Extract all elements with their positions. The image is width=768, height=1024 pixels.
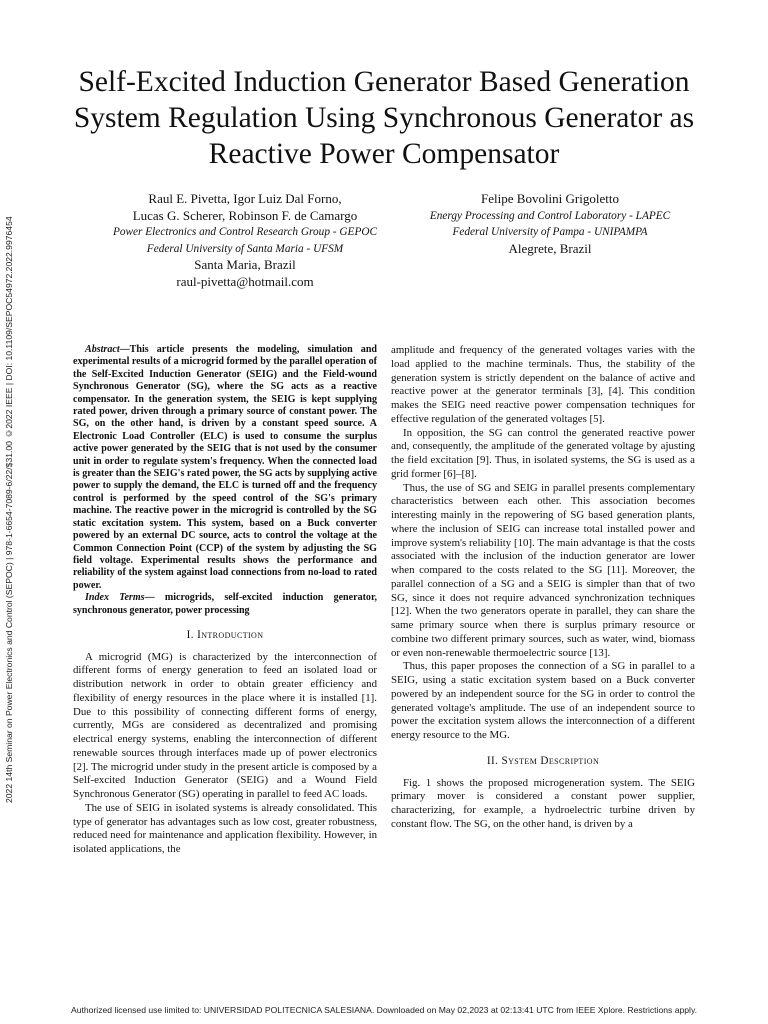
body-paragraph: Thus, this paper proposes the connection of a SG in parallel to a SEIG, using a static excitation system based on a Buck converter powered by an independent source for the SG in order to control the generated voltage's amplitude. The use of an independent source to power the excitation system allows the interconnection of a different energy resource to the MG.: [391, 660, 695, 741]
right-column: [391, 344, 695, 832]
author-affiliation: Energy Processing and Control Laboratory - LAPEC: [429, 209, 671, 222]
author-names: Raul E. Pivetta, Igor Luiz Dal Forno,: [148, 191, 342, 206]
author-location: Santa Maria, Brazil: [194, 257, 296, 272]
author-names: Felipe Bovolini Grigoletto: [481, 191, 619, 206]
body-paragraph: Thus, the use of SG and SEIG in parallel presents complementary characteristics between each other. This association becomes interesting mainly in the repowering of SG based generation plants, where the inclusion of SEIG can increase total installed power and improve system's reliability [10]. The main advantage is that the costs associated with the inclusion of the induction generator are lower when compared to the costs related to the SG [11]. Moreover, the parallel connection of a SG and a SEIG is simpler than that of two SG, since it does not require advanced synchronization techniques [12]. When the two generators operate in parallel, they can share the same primary source when there is surplus primary resource or combine two different primary sources, such as water, wind, biomass or even non-renewable thermoelectric source [13].: [391, 481, 695, 659]
author-email: raul-pivetta@hotmail.com: [176, 273, 314, 289]
author-affiliation: Federal University of Santa Maria - UFSM: [146, 242, 344, 255]
author-location: Alegrete, Brazil: [508, 240, 592, 256]
title-line: Self-Excited Induction Generator Based Generation: [78, 66, 690, 98]
left-column: [73, 344, 377, 857]
title-line: Reactive Power Compensator: [208, 138, 560, 170]
body-paragraph: In opposition, the SG can control the generated reactive power and, consequently, the amplitude of the generated voltage by ajusting the field excitation [9]. Thus, in isolated systems, the SG is used as a grid former [6]–[8].: [391, 426, 695, 480]
abstract-text: —This article presents the modeling, simulation and experimental results of a microgrid formed by the parallel operation of the Self-Excited Induction Generator (SEIG) and the Field-wound Synchronous Generator (SG), where the SG acts as a reactive compensator. In the generation system, the SEIG is kept supplying rated power, driven through a primary source of constant power. The SG, on the other hand, is driven by a constant speed source. A Electronic Load Controller (ELC) is used to consume the surplus active power generated by the SEIG that is not used by the consumer unit in order to regulate system's frequency. When the connected load is greater than the SEIG's rated power, the SG acts by supplying active power to supply the demand, the ELC is turned off and the frequency control is performed by the speed control of the SG's primary machine. The reactive power in the microgrid is controlled by the SG static excitation system. This system, based on a Buck converter powered by an external DC source, acts to control the voltage at the Common Connection Point (CCP) of the system by adjusting the SG field voltage. Experimental results shows the performance and reliability of the system against load connections from no-load to rated power.: [73, 344, 377, 591]
license-footer: Authorized licensed use limited to: UNIVERSIDAD POLITECNICA SALESIANA. Downloaded on May 02,2023 at 02:13:41 UTC from IEEE Xplore. Restrictions apply.: [70, 1005, 698, 1015]
body-paragraph: amplitude and frequency of the generated voltages varies with the load applied to the machine terminals. Thus, the stability of the generation system is strictly dependent on the balance of active and reactive power at the generator terminals [3], [4]. This condition makes the SEIG need reactive power compensation techniques for effective regulation of the generated voltages [5].: [391, 344, 695, 425]
author-names: Lucas G. Scherer, Robinson F. de Camargo: [132, 207, 358, 223]
author-affiliation: Federal University of Pampa - UNIPAMPA: [452, 226, 648, 238]
author-block-left: [75, 191, 415, 290]
doi-side-note: 2022 14th Seminar on Power Electronics and Control (SEPOC) | 978-1-6654-7089-6/22/$31.00 ©2022 IEEE | DOI: 10.1109/SEPOC54972.2022.9976454: [4, 216, 14, 804]
author-block-right: [395, 191, 705, 257]
body-paragraph: Fig. 1 shows the proposed microgeneration system. The SEIG primary mover is considered a constant power supplier, characterizing, for example, a hydroelectric turbine driven by constant flow. The SG, on the other hand, is driven by a: [391, 776, 695, 830]
section-heading: II. System Description: [486, 754, 600, 767]
author-affiliation: Power Electronics and Control Research Group - GEPOC: [112, 226, 378, 238]
abstract-lead: Abstract: [85, 344, 120, 355]
index-terms-text: — microgrids, self-excited induction generator, synchronous generator, power processing: [73, 592, 378, 616]
section-heading: I. Introduction: [186, 628, 264, 641]
title-line: System Regulation Using Synchronous Generator as: [73, 102, 695, 134]
abstract: [73, 344, 377, 592]
paper-title: [40, 64, 728, 172]
index-terms-lead: Index Terms: [85, 592, 145, 604]
body-paragraph: A microgrid (MG) is characterized by the interconnection of different forms of energy generation to feed an isolated load or distribution network in order to obtain greater efficiency and flexibility of energy resources in the place where it is installed [1]. Due to this possibility of connecting different forms of energy, currently, MGs are considered as decentralized and promising electrical energy systems, enabling the interconnection of different renewable sources through interfaces made up of power electronics [2]. The microgrid under study in the present article is composed by a Self-excited Induction Generator (SEIG) and a Wound Field Synchronous Generator (SG) operating in parallel to feed AC loads.: [73, 650, 377, 801]
body-paragraph: The use of SEIG in isolated systems is already consolidated. This type of generator has advantages such as low cost, greater robustness, reduced need for maintenance and application flexibility. However, in isolated applications, the: [73, 801, 377, 856]
index-terms: [73, 592, 377, 617]
